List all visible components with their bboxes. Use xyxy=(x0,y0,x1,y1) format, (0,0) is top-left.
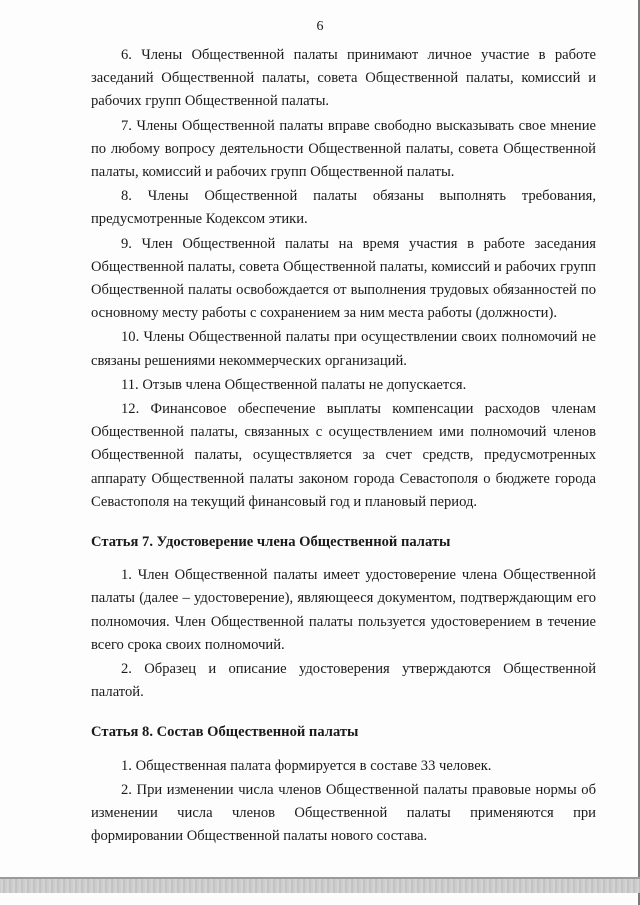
scan-bottom-band xyxy=(0,877,640,893)
paragraph-8-1: 1. Общественная палата формируется в составе 33 человек. xyxy=(121,757,492,774)
paragraph-6-8: 8. Члены Общественной палаты обязаны выполнять требования, предусмотренные Кодексом этики. xyxy=(91,188,596,228)
document-body xyxy=(91,44,596,849)
paragraph-6-7: 7. Члены Общественной палаты вправе свободно высказывать свое мнение по любому вопросу деятельности Общественной палаты, совета Общественной палаты, комиссий и рабочих групп Общественной палаты. xyxy=(91,117,596,181)
paragraph-7-1: 1. Член Общественной палаты имеет удостоверение члена Общественной палаты (далее – удостоверение), являющееся документом, подтверждающим его полномочия. Член Общественной палаты пользуется удостоверением в течение всего срока своих полномочий. xyxy=(91,567,596,653)
article-8-section xyxy=(91,755,596,849)
paragraph-7-2: 2. Образец и описание удостоверения утверждаются Общественной палатой. xyxy=(91,661,596,701)
paragraph-6-9: 9. Член Общественной палаты на время участия в работе заседания Общественной палаты, совета Общественной палаты, комиссий и рабочих групп Общественной палаты освобождается от выполнения трудовых обязанностей по основному месту работы с сохранением за ним места работы (должности). xyxy=(91,235,596,322)
article-8-heading: Статья 8. Состав Общественной палаты xyxy=(91,724,359,741)
article-7-heading: Статья 7. Удостоверение члена Общественной палаты xyxy=(91,534,451,551)
paragraph-6-11: 11. Отзыв члена Общественной палаты не допускается. xyxy=(121,376,467,393)
paragraph-6-10: 10. Члены Общественной палаты при осуществлении своих полномочий не связаны решениями некоммерческих организаций. xyxy=(91,329,596,369)
paragraph-6-12: 12. Финансовое обеспечение выплаты компенсации расходов членам Общественной палаты, связанных с осуществлением ими полномочий членов Общественной палаты, осуществляется за счет средств, предусмотренных аппарату Общественной палаты законом города Севастополя о бюджете города Севастополя на текущий финансовый год и плановый период. xyxy=(91,401,596,510)
article-7-section xyxy=(91,564,596,704)
paragraph-6-6: 6. Члены Общественной палаты принимают личное участие в работе заседаний Общественной палаты, совета Общественной палаты, комиссий и рабочих групп Общественной палаты. xyxy=(91,47,596,110)
paragraph-8-2: 2. При изменении числа членов Общественной палаты правовые нормы об изменении числа членов Общественной палаты применяются при формировании Общественной палаты нового состава. xyxy=(91,781,596,845)
page-number: 6 xyxy=(316,19,324,34)
